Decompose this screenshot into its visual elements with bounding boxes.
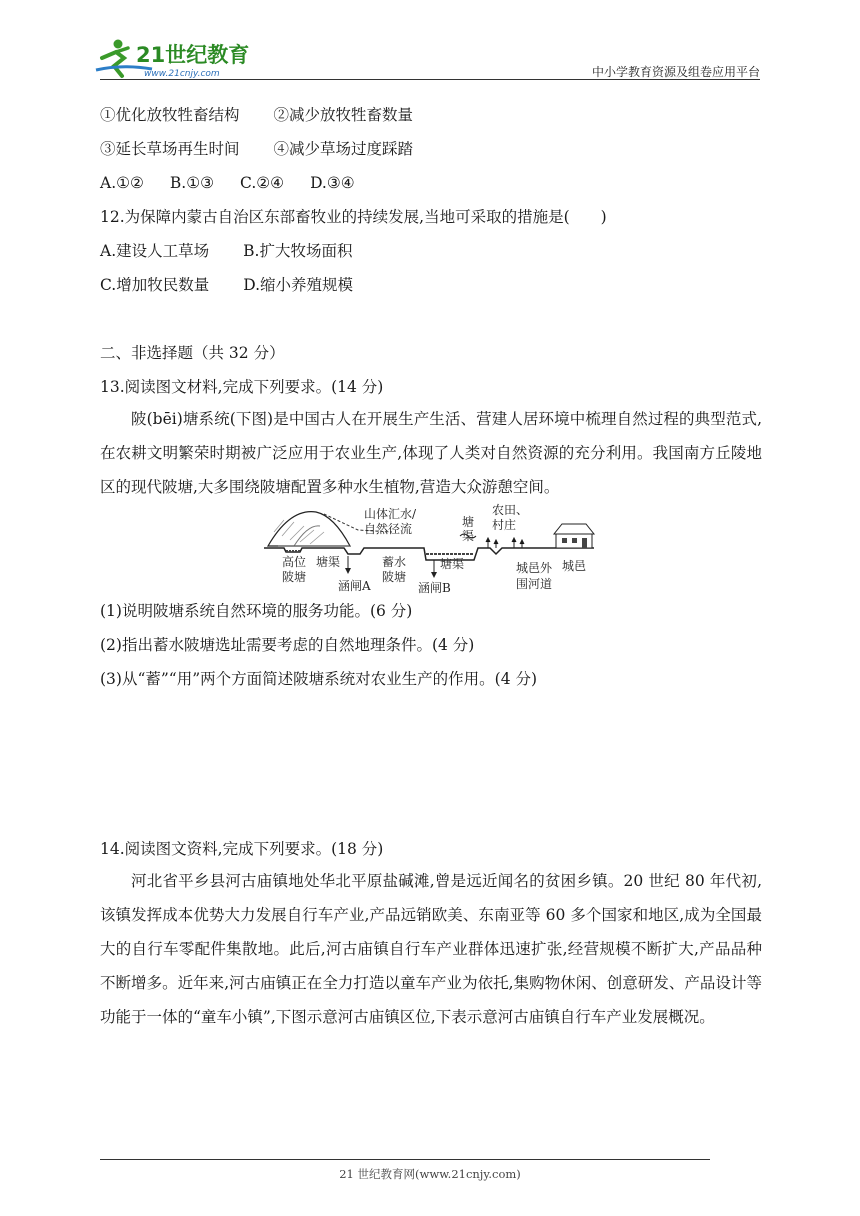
q12-options-line-1: [100, 240, 378, 262]
label-moat-2: 围河道: [516, 577, 553, 591]
q11-option-d: D.③④: [310, 174, 355, 192]
label-storage-2: 陂塘: [382, 570, 407, 584]
label-mountain-2: 自然径流: [364, 522, 413, 536]
label-sluice-b: 涵闸B: [418, 581, 451, 595]
footer-divider: [100, 1159, 710, 1160]
q11-choice-2: ②减少放牧牲畜数量: [273, 106, 414, 124]
label-mountain-1: 山体汇水/: [364, 507, 417, 521]
header-platform-name: 中小学教育资源及组卷应用平台: [591, 65, 760, 79]
q11-option-b: B.①③: [169, 174, 215, 192]
q11-option-a: A.①②: [100, 174, 144, 192]
q11-choice-1: ①优化放牧牲畜结构: [100, 106, 240, 124]
q12-option-a: A.建设人工草场: [100, 242, 210, 260]
label-sluice-a: 涵闸A: [338, 579, 371, 593]
label-canal-vertical-2: 渠: [462, 529, 475, 543]
q13-sub-3: (3)从“蓄”“用”两个方面简述陂塘系统对农业生产的作用。(4 分): [100, 670, 538, 688]
q11-choice-4: ④减少草场过度踩踏: [273, 140, 414, 158]
q11-choices-line-2: [100, 138, 439, 160]
label-canal-2: 塘渠: [440, 557, 465, 571]
logo-url: www.21cnjy.com: [144, 69, 220, 79]
q12-option-d: D.缩小养殖规模: [243, 276, 354, 294]
city-house-icon: [554, 524, 594, 548]
q12-option-c: C.增加牧民数量: [100, 276, 210, 294]
q12-options-line-2: [100, 274, 379, 296]
header-divider: [100, 79, 760, 80]
label-canal-1: 塘渠: [316, 555, 341, 569]
label-high-pond-2: 陂塘: [282, 570, 307, 584]
bei-tang-diagram: [264, 502, 604, 600]
q11-choices-line-1: [100, 104, 439, 126]
q11-option-c: C.②④: [240, 174, 285, 192]
runner-logo-icon: [92, 36, 262, 80]
q12-option-b: B.扩大牧场面积: [243, 242, 353, 260]
label-moat-1: 城邑外: [516, 561, 553, 575]
logo-text: 21世纪教育: [136, 43, 250, 67]
site-logo: [92, 36, 262, 80]
label-canal-vertical-1: 塘: [462, 515, 475, 529]
q11-options: [100, 172, 381, 194]
footer-text: 21 世纪教育网(www.21cnjy.com): [339, 1167, 521, 1181]
label-storage-1: 蓄水: [382, 555, 407, 569]
q13-paragraph: 陂(bēi)塘系统(下图)是中国古人在开展生产生活、营建人居环境中梳理自然过程的典型范式,在农耕文明繁荣时期被广泛应用于农业生产,体现了人类对自然资源的充分利用。我国南方丘陵地区的现代陂塘,大多围绕陂塘配置多种水生植物,营造大众游憩空间。: [100, 410, 762, 496]
section-title: 二、非选择题（共 32 分）: [100, 344, 285, 362]
label-high-pond-1: 高位: [282, 555, 307, 569]
q13-sub-2: (2)指出蓄水陂塘选址需要考虑的自然地理条件。(4 分): [100, 636, 475, 654]
q14-stem: 14.阅读图文资料,完成下列要求。(18 分): [100, 840, 384, 858]
q13-sub-1: (1)说明陂塘系统自然环境的服务功能。(6 分): [100, 602, 413, 620]
label-farm-2: 村庄: [492, 518, 517, 532]
q12-stem: 12.为保障内蒙古自治区东部畜牧业的持续发展,当地可采取的措施是( ): [100, 208, 607, 226]
q11-choice-3: ③延长草场再生时间: [100, 140, 240, 158]
q14-paragraph: 河北省平乡县河古庙镇地处华北平原盐碱滩,曾是远近闻名的贫困乡镇。20 世纪 80 年代初,该镇发挥成本优势大力发展自行车产业,产品远销欧美、东南亚等 60 多个国家和地区,成为全国最大的自行车零配件集散地。此后,河古庙镇自行车产业群体迅速扩张,经营规模不断扩大,产品品种不断增多。近年来,河古庙镇正在全力打造以童车产业为依托,集购物休闲、创意研发、产品设计等功能于一体的“童车小镇”,下图示意河古庙镇区位,下表示意河古庙镇自行车产业发展概况。: [100, 872, 762, 1026]
q13-stem: 13.阅读图文材料,完成下列要求。(14 分): [100, 378, 384, 396]
label-farm-1: 农田、: [492, 503, 529, 517]
label-city: 城邑: [562, 559, 587, 573]
